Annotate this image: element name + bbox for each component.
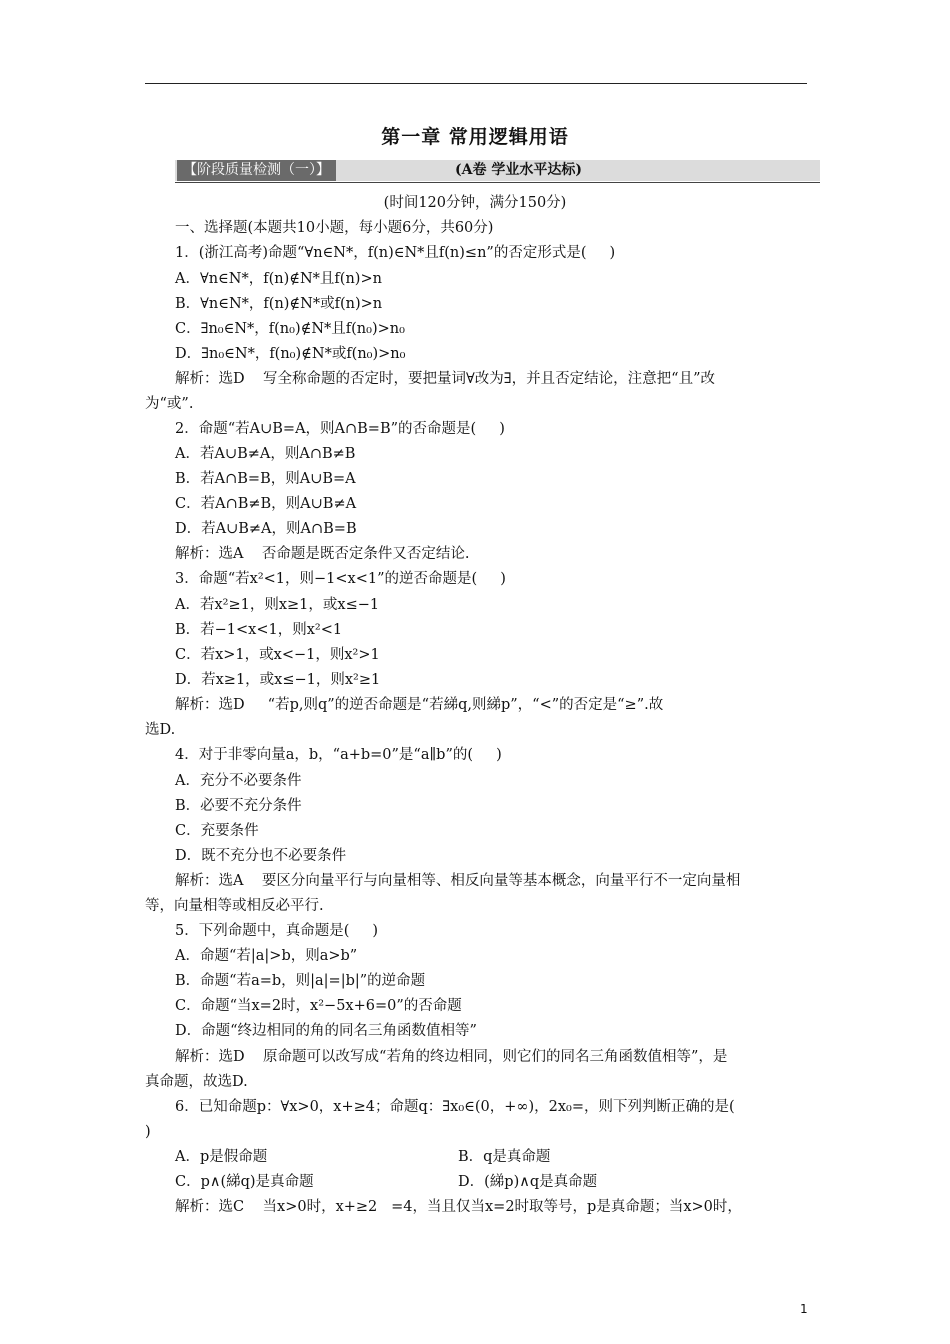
text-line: B．∀n∈N*，f(n)∉N*或f(n)>n	[175, 296, 383, 312]
text-line: 真命题，故选D.	[145, 1074, 248, 1090]
text-line: B．若A∩B=B，则A∪B=A	[175, 471, 356, 487]
stage-label: 【阶段质量检测（一）】	[177, 160, 336, 181]
chapter-title: 第一章 常用逻辑用语	[381, 126, 569, 148]
text-line: C．p∧(綈q)是真命题	[175, 1174, 314, 1190]
text-line: 选D.	[145, 722, 176, 738]
text-line: 解析：选A 否命题是既否定条件又否定结论.	[175, 546, 470, 562]
text-line: 5．下列命题中，真命题是( )	[175, 923, 379, 939]
text-line: C．若x>1，或x<−1，则x²>1	[175, 647, 380, 663]
text-line: 2．命题“若A∪B=A，则A∩B=B”的否命题是( )	[175, 421, 505, 437]
text-line: A．充分不必要条件	[175, 773, 302, 789]
text-line: A．若x²≥1，则x≥1，或x≤−1	[175, 597, 380, 613]
text-line: 6．已知命题p：∀x>0，x+≥4；命题q：∃x₀∈(0，+∞)，2x₀=，则下列判断正确的是(	[175, 1099, 735, 1115]
text-line: A．若A∪B≠A，则A∩B≠B	[175, 446, 356, 462]
text-line: D．若x≥1，或x≤−1，则x²≥1	[175, 672, 381, 688]
text-line: 1．(浙江高考)命题“∀n∈N*，f(n)∈N*且f(n)≤n”的否定形式是( )	[175, 245, 616, 261]
text-line: 等，向量相等或相反必平行.	[145, 898, 324, 914]
band-underline	[175, 182, 820, 183]
text-line: D．命题“终边相同的角的同名三角函数值相等”	[175, 1023, 477, 1039]
text-line: B．必要不充分条件	[175, 798, 302, 814]
text-line: B．若−1<x<1，则x²<1	[175, 622, 343, 638]
text-line: C．若A∩B≠B，则A∪B≠A	[175, 496, 357, 512]
top-rule	[145, 83, 807, 84]
text-line: )	[145, 1124, 151, 1140]
text-line: 一、选择题(本题共10小题，每小题6分，共60分)	[175, 220, 494, 236]
text-line: 4．对于非零向量a，b，“a+b=0”是“a∥b”的( )	[175, 747, 502, 763]
page-number: 1	[800, 1302, 808, 1316]
text-line: (时间120分钟，满分150分)	[383, 195, 567, 211]
text-line: C．命题“当x=2时，x²−5x+6=0”的否命题	[175, 998, 462, 1014]
text-line: D．既不充分也不必要条件	[175, 848, 347, 864]
text-line: A．p是假命题	[175, 1149, 268, 1165]
text-line: B．命题“若a=b，则|a|=|b|”的逆命题	[175, 973, 426, 989]
text-line: C．∃n₀∈N*，f(n₀)∉N*且f(n₀)>n₀	[175, 321, 405, 337]
text-line: A．∀n∈N*，f(n)∉N*且f(n)>n	[175, 271, 382, 287]
volume-label: (A卷 学业水平达标)	[455, 162, 582, 178]
text-line: 解析：选D 原命题可以改写成“若角的终边相同，则它们的同名三角函数值相等”，是	[175, 1049, 728, 1065]
text-line: B．q是真命题	[458, 1149, 551, 1165]
text-line: 解析：选A 要区分向量平行与向量相等、相反向量等基本概念，向量平行不一定向量相	[175, 873, 741, 889]
text-line: D．(綈p)∧q是真命题	[458, 1174, 598, 1190]
text-line: A．命题“若|a|>b，则a>b”	[175, 948, 358, 964]
text-line: 解析：选D 写全称命题的否定时，要把量词∀改为∃，并且否定结论，注意把“且”改	[175, 371, 716, 387]
text-line: 3．命题“若x²<1，则−1<x<1”的逆否命题是( )	[175, 571, 506, 587]
text-line: 解析：选C 当x>0时，x+≥2 =4，当且仅当x=2时取等号，p是真命题；当x>0时，	[175, 1199, 742, 1215]
text-line: D．∃n₀∈N*，f(n₀)∉N*或f(n₀)>n₀	[175, 346, 406, 362]
text-line: 解析：选D “若p,则q”的逆否命题是“若綈q,则綈p”，“<”的否定是“≥”.故	[175, 697, 664, 713]
text-line: C．充要条件	[175, 823, 259, 839]
text-line: 为“或”.	[145, 396, 194, 412]
text-line: D．若A∪B≠A，则A∩B=B	[175, 521, 357, 537]
